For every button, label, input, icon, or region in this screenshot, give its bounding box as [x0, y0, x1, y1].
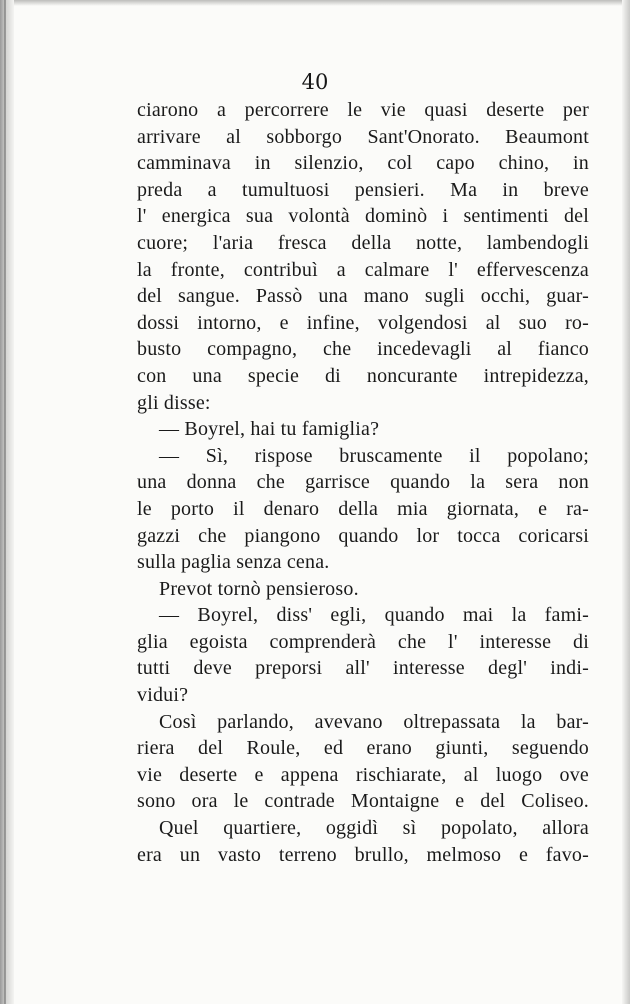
text-line: ciarono a percorrere le vie quasi deserte per	[137, 99, 589, 121]
paragraph-start-line: Così parlando, avevano oltrepassata la bar-	[159, 710, 589, 733]
text-line: vie deserte e appena rischiarate, al luogo ove	[137, 763, 589, 786]
text-line: sulla paglia senza cena.	[137, 551, 330, 574]
paragraph-start-line: Quel quartiere, oggidì sì popolato, allora	[159, 817, 589, 840]
dialogue-line: — Sì, rispose bruscamente il popolano;	[159, 444, 589, 467]
text-line: vidui?	[137, 684, 189, 707]
text-line: gazzi che piangono quando lor tocca coricarsi	[137, 524, 589, 547]
body-text	[137, 97, 589, 868]
text-line: camminava in silenzio, col capo chino, in	[137, 152, 589, 175]
page-number: 40	[301, 70, 329, 94]
page-right-edge-shadow	[622, 0, 630, 1004]
text-line: tutti deve preporsi all' interesse degl' indi-	[137, 657, 589, 680]
dialogue-line: — Boyrel, hai tu famiglia?	[159, 418, 380, 441]
text-line: le porto il denaro della mia giornata, e ra-	[137, 497, 589, 520]
text-line: riera del Roule, ed erano giunti, seguendo	[137, 737, 589, 760]
text-line: sono ora le contrade Montaigne e del Coliseo.	[137, 790, 589, 813]
text-line: la fronte, contribuì a calmare l' effervescenza	[137, 258, 589, 281]
text-line: del sangue. Passò una mano sugli occhi, guar-	[137, 285, 589, 308]
paragraph-start-line: Prevot tornò pensieroso.	[159, 577, 359, 600]
text-line: arrivare al sobborgo Sant'Onorato. Beaumont	[137, 125, 589, 148]
text-line: preda a tumultuosi pensieri. Ma in breve	[137, 178, 589, 201]
page-top-edge-shadow	[0, 0, 630, 6]
text-line: cuore; l'aria fresca della notte, lambendogli	[137, 231, 589, 254]
binding-line	[4, 0, 6, 1004]
text-line: con una specie di noncurante intrepidezza,	[137, 364, 589, 387]
text-line: glia egoista comprenderà che l' interesse di	[137, 630, 589, 653]
dialogue-line: — Boyrel, diss' egli, quando mai la fami-	[159, 604, 589, 627]
text-line: dossi intorno, e infine, volgendosi al suo ro-	[137, 311, 589, 334]
text-line: l' energica sua volontà dominò i sentimenti del	[137, 205, 589, 228]
page-left-edge-shadow	[0, 0, 14, 1004]
text-line: gli disse:	[137, 391, 211, 414]
text-line: era un vasto terreno brullo, melmoso e favo-	[137, 843, 589, 866]
text-line: una donna che garrisce quando la sera non	[137, 471, 589, 494]
text-line: busto compagno, che incedevagli al fianco	[137, 338, 589, 361]
